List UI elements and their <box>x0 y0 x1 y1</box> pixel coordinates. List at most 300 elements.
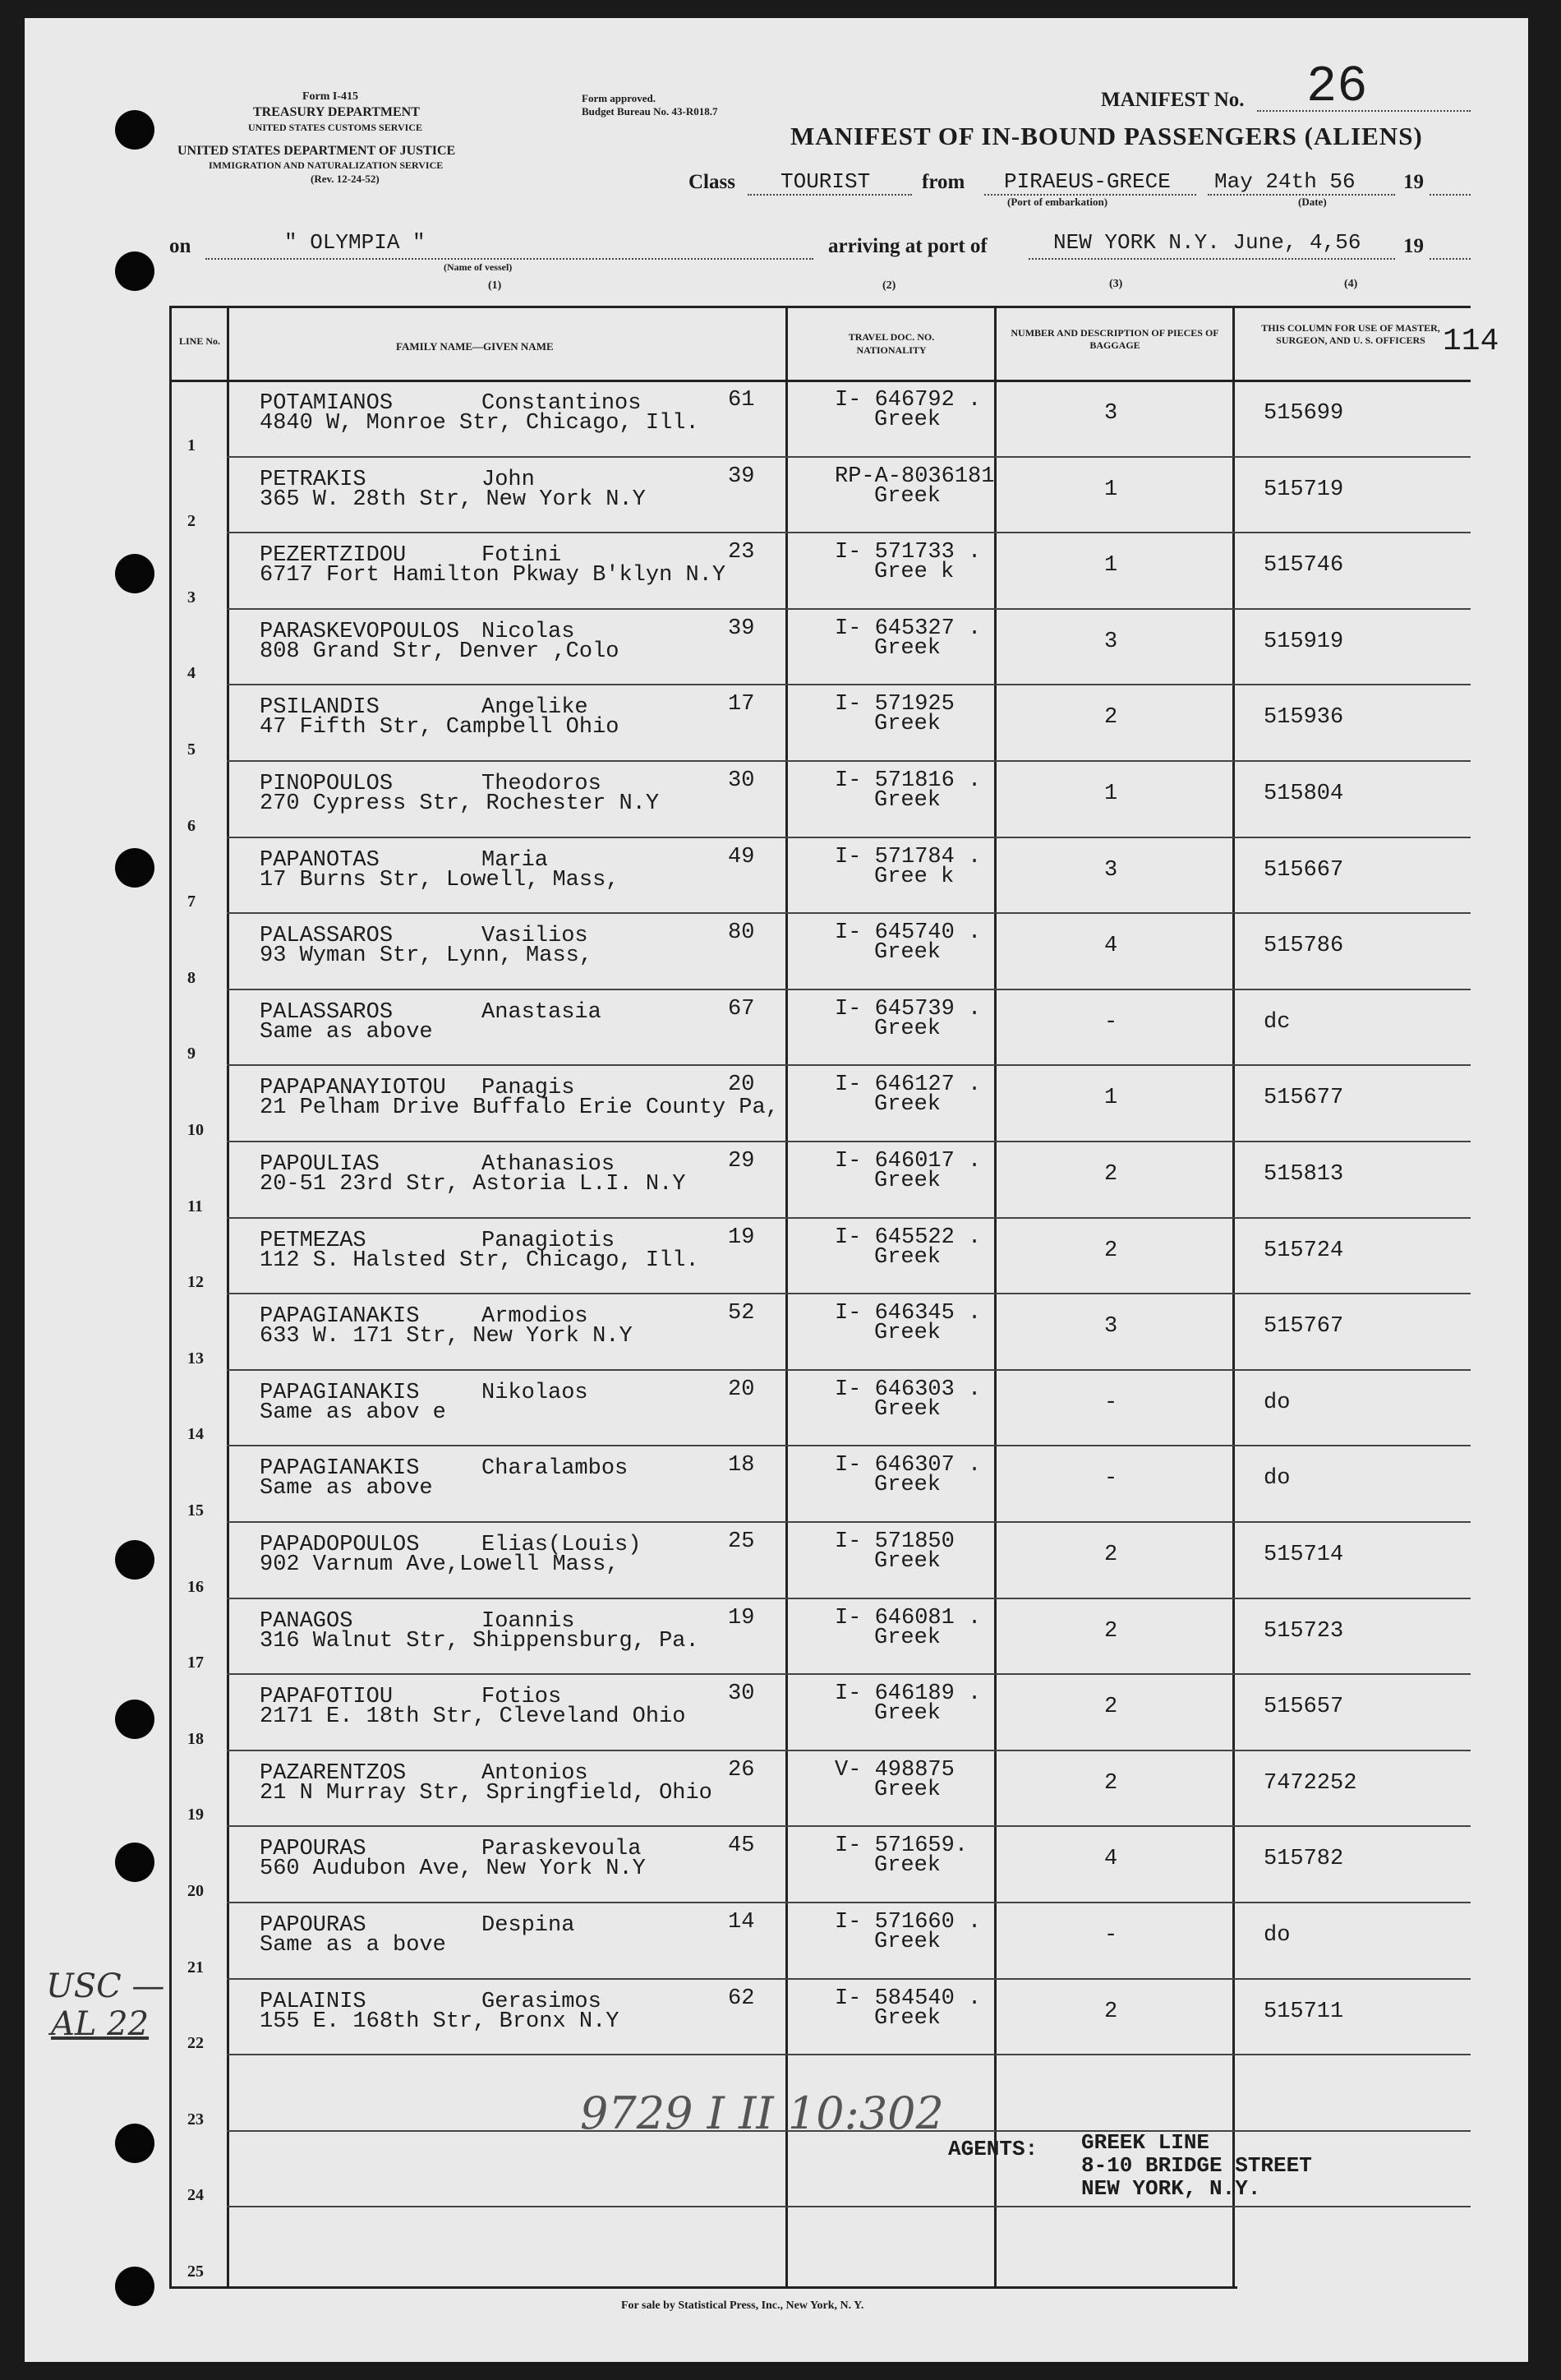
baggage-count: 2 <box>1104 1770 1118 1796</box>
row-rule <box>227 1902 1471 1903</box>
baggage-count: 3 <box>1104 629 1118 654</box>
travel-doc: I- 571925 <box>835 692 955 717</box>
family-name: PSILANDIS <box>260 695 380 721</box>
baggage-count: 1 <box>1104 553 1118 579</box>
officer-number: 515767 <box>1264 1314 1344 1340</box>
row-rule <box>227 760 1471 762</box>
table-row <box>230 1374 1510 1450</box>
family-name: PARASKEVOPOULOS <box>260 619 460 644</box>
table-row <box>230 1526 1510 1602</box>
travel-doc: I- 646792 . <box>835 388 982 413</box>
address: 808 Grand Str, Denver ,Colo <box>260 639 619 664</box>
baggage-count: 2 <box>1104 1238 1118 1263</box>
address: 47 Fifth Str, Campbell Ohio <box>260 715 619 740</box>
officer-number: 515677 <box>1264 1086 1344 1111</box>
family-name: PETRAKIS <box>260 467 366 492</box>
handwritten-code: 9729 I II 10:302 <box>580 2087 944 2139</box>
given-name: Athanasios <box>481 1152 615 1177</box>
nationality: Greek <box>874 1625 942 1650</box>
row-rule <box>227 2206 1471 2207</box>
given-name: Gerasimos <box>481 1989 601 2014</box>
family-name: PAPOULIAS <box>260 1152 380 1177</box>
table-row <box>230 613 1510 689</box>
officer-number: dc <box>1264 1009 1291 1035</box>
treasury-dept: TREASURY DEPARTMENT <box>253 105 420 119</box>
revision: (Rev. 12-24-52) <box>311 173 380 185</box>
age: 26 <box>728 1757 755 1783</box>
given-name: Panagis <box>481 1076 575 1101</box>
address: 21 Pelham Drive Buffalo Erie County Pa, <box>260 1095 779 1121</box>
table-row <box>230 689 1510 764</box>
nationality: Greek <box>874 1930 942 1954</box>
baggage-count: 2 <box>1104 1618 1118 1644</box>
baggage-count: - <box>1104 1466 1118 1492</box>
line-number: 6 <box>187 816 196 835</box>
officer-number: 515723 <box>1264 1618 1344 1644</box>
address: 155 E. 168th Str, Bronx N.Y <box>260 2009 619 2034</box>
nationality: Greek <box>874 1853 942 1879</box>
given-name: Charalambos <box>481 1456 629 1482</box>
ins-service: IMMIGRATION AND NATURALIZATION SERVICE <box>209 159 444 171</box>
given-name: Theodoros <box>481 772 601 796</box>
col-num-3: (3) <box>1109 278 1123 290</box>
baggage-count: 1 <box>1104 1086 1118 1111</box>
age: 30 <box>728 768 755 793</box>
line-number: 21 <box>187 1958 204 1976</box>
line-number: 24 <box>187 2186 204 2205</box>
family-name: PAPADOPOULOS <box>260 1533 420 1557</box>
age: 49 <box>728 844 755 869</box>
given-name: John <box>481 467 535 492</box>
officer-number: 515813 <box>1264 1162 1344 1187</box>
address: 6717 Fort Hamilton Pkway B'klyn N.Y <box>260 563 726 588</box>
travel-doc: I- 646081 . <box>835 1605 982 1630</box>
nationality: Greek <box>874 1244 942 1270</box>
nationality: Gree k <box>874 864 955 889</box>
line-number: 16 <box>187 1577 204 1596</box>
age: 80 <box>728 920 755 946</box>
punch-hole <box>115 848 154 888</box>
address: 560 Audubon Ave, New York N.Y <box>260 1856 646 1882</box>
from-value: PIRAEUS-GRECE <box>1004 169 1171 194</box>
punch-hole <box>115 110 154 150</box>
table-row <box>230 1983 1510 2059</box>
table-row <box>230 994 1510 1069</box>
table-row <box>230 842 1510 917</box>
date-value: May 24th 56 <box>1214 169 1356 194</box>
baggage-count: 3 <box>1104 1314 1118 1340</box>
family-name: PAPOURAS <box>260 1837 366 1862</box>
given-name: Anastasia <box>481 999 601 1025</box>
family-name: PAPANOTAS <box>260 847 380 873</box>
header-line-no: LINE No. <box>178 335 220 347</box>
address: 20-51 23rd Str, Astoria L.I. N.Y <box>260 1172 686 1197</box>
col-num-1: (1) <box>488 279 502 292</box>
manifest-title: MANIFEST OF IN-BOUND PASSENGERS (ALIENS) <box>790 122 1423 150</box>
form-number: Form I-415 <box>302 90 359 103</box>
given-name: Maria <box>481 847 549 873</box>
age: 30 <box>728 1681 755 1707</box>
nationality: Greek <box>874 1777 942 1802</box>
line-number: 22 <box>187 2034 204 2053</box>
punch-hole <box>115 251 154 291</box>
punch-hole <box>115 1843 154 1882</box>
line-number: 3 <box>187 588 196 607</box>
officer-number: 515804 <box>1264 782 1344 806</box>
given-name: Nicolas <box>481 619 575 644</box>
year-prefix: 19 <box>1403 171 1424 193</box>
travel-doc: I- 571659. <box>835 1833 969 1859</box>
vessel-label: (Name of vessel) <box>444 261 513 273</box>
travel-doc: I- 571850 <box>835 1529 955 1554</box>
nationality: Greek <box>874 408 942 432</box>
address: 633 W. 171 Str, New York N.Y <box>260 1324 633 1349</box>
row-rule <box>227 1521 1471 1523</box>
class-label: Class <box>688 171 735 193</box>
given-name: Antonios <box>481 1760 588 1786</box>
nationality: Greek <box>874 712 942 737</box>
age: 67 <box>728 996 755 1022</box>
row-rule <box>227 532 1471 533</box>
officer-number: 515719 <box>1264 477 1344 502</box>
age: 25 <box>728 1529 755 1554</box>
age: 19 <box>728 1225 755 1250</box>
row-rule <box>227 1064 1471 1066</box>
baggage-count: 2 <box>1104 1162 1118 1187</box>
year-line <box>1430 194 1471 196</box>
row-rule <box>227 1445 1471 1446</box>
line-number: 14 <box>187 1425 204 1444</box>
year-line-2 <box>1430 258 1471 260</box>
baggage-count: 2 <box>1104 1999 1118 2024</box>
line-number: 11 <box>187 1197 203 1215</box>
line-number: 7 <box>187 892 196 911</box>
margin-note-usc: USC — <box>46 1967 165 2005</box>
given-name: Elias(Louis) <box>481 1533 642 1557</box>
baggage-count: 4 <box>1104 934 1118 959</box>
class-value: TOURIST <box>780 169 871 194</box>
arrival-line <box>1029 258 1395 260</box>
travel-doc: I- 645740 . <box>835 920 982 946</box>
family-name: PAPAPANAYIOTOU <box>260 1076 446 1101</box>
travel-doc: I- 571660 . <box>835 1910 982 1935</box>
line-number: 10 <box>187 1121 204 1139</box>
officer-number: 515782 <box>1264 1847 1344 1872</box>
officer-number: 515714 <box>1264 1543 1344 1567</box>
row-rule <box>227 1217 1471 1219</box>
baggage-count: 2 <box>1104 705 1118 731</box>
header-officers: THIS COLUMN FOR USE OF MASTER, SURGEON, AND U. S. OFFICERS <box>1261 322 1440 346</box>
header-name: FAMILY NAME—GIVEN NAME <box>396 340 554 353</box>
baggage-count: - <box>1104 1923 1118 1948</box>
officer-number: 515936 <box>1264 705 1344 731</box>
line-number: 8 <box>187 968 196 987</box>
age: 19 <box>728 1605 755 1630</box>
given-name: Panagiotis <box>481 1228 615 1253</box>
baggage-count: 3 <box>1104 401 1118 426</box>
given-name: Ioannis <box>481 1608 575 1634</box>
officer-number: 515724 <box>1264 1238 1344 1263</box>
family-name: PALASSAROS <box>260 999 394 1025</box>
travel-doc: I- 646307 . <box>835 1453 982 1478</box>
officer-number: do <box>1264 1466 1291 1492</box>
manifest-number: 26 <box>1306 58 1368 116</box>
address: 21 N Murray Str, Springfield, Ohio <box>260 1780 712 1806</box>
vessel-line <box>205 258 813 260</box>
given-name: Fotios <box>481 1685 562 1710</box>
baggage-count: 1 <box>1104 782 1118 806</box>
travel-doc: I- 646189 . <box>835 1681 982 1707</box>
agents-line1: GREEK LINE <box>1081 2130 1210 2155</box>
line-number: 4 <box>187 664 196 683</box>
row-rule <box>227 684 1471 685</box>
officer-number: 515699 <box>1264 401 1344 426</box>
nationality: Gree k <box>874 560 955 585</box>
line-number: 5 <box>187 740 196 759</box>
baggage-count: - <box>1104 1009 1118 1035</box>
given-name: Constantinos <box>481 391 642 416</box>
baggage-count: 1 <box>1104 477 1118 502</box>
year-prefix-2: 19 <box>1403 235 1424 257</box>
vessel-value: " OLYMPIA " <box>284 230 426 255</box>
age: 20 <box>728 1072 755 1098</box>
nationality: Greek <box>874 483 942 509</box>
baggage-count: 2 <box>1104 1695 1118 1720</box>
travel-doc: I- 646345 . <box>835 1301 982 1326</box>
header-baggage: NUMBER AND DESCRIPTION OF PIECES OF BAGGAGE <box>1011 327 1219 351</box>
given-name: Nikolaos <box>481 1380 588 1405</box>
nationality: Greek <box>874 1016 942 1041</box>
address: Same as above <box>260 1019 433 1045</box>
table-row <box>230 1298 1510 1373</box>
arrival-value: NEW YORK N.Y. June, 4,56 <box>1053 230 1361 255</box>
address: 316 Walnut Str, Shippensburg, Pa. <box>260 1628 699 1654</box>
officer-number: do <box>1264 1923 1291 1948</box>
arriving-label: arriving at port of <box>828 235 988 257</box>
row-rule <box>227 1673 1471 1675</box>
age: 61 <box>728 388 755 413</box>
line-number: 23 <box>187 2110 204 2129</box>
line-number: 25 <box>187 2262 204 2281</box>
age: 14 <box>728 1910 755 1935</box>
justice-dept: UNITED STATES DEPARTMENT OF JUSTICE <box>177 144 456 158</box>
table-row <box>230 385 1510 460</box>
address: 112 S. Halsted Str, Chicago, Ill. <box>260 1248 699 1273</box>
table-row <box>230 1678 1510 1754</box>
table-row <box>230 1222 1510 1298</box>
address: Same as abov e <box>260 1400 446 1425</box>
address: 270 Cypress Str, Rochester N.Y <box>260 791 660 816</box>
row-rule <box>227 1369 1471 1371</box>
nationality: Greek <box>874 1549 942 1574</box>
table-row <box>230 1755 1510 1830</box>
travel-doc: I- 646127 . <box>835 1072 982 1098</box>
age: 62 <box>728 1986 755 2011</box>
family-name: PANAGOS <box>260 1608 353 1634</box>
row-rule <box>227 1598 1471 1599</box>
baggage-count: 4 <box>1104 1847 1118 1872</box>
row-rule <box>227 608 1471 610</box>
agents-line2: 8-10 BRIDGE STREET <box>1081 2153 1312 2178</box>
table-row <box>230 1069 1510 1145</box>
row-rule <box>227 837 1471 838</box>
age: 52 <box>728 1301 755 1326</box>
officers-note: 114 <box>1443 324 1499 359</box>
table-row <box>230 1603 1510 1678</box>
nationality: Greek <box>874 1701 942 1727</box>
table-row <box>230 537 1510 612</box>
address: 4840 W, Monroe Str, Chicago, Ill. <box>260 411 699 436</box>
family-name: PAPAGIANAKIS <box>260 1380 420 1405</box>
officer-number: do <box>1264 1390 1291 1415</box>
family-name: PAPAGIANAKIS <box>260 1456 420 1482</box>
officer-number: 515919 <box>1264 629 1344 654</box>
punch-hole <box>115 554 154 593</box>
port-embarkation-label: (Port of embarkation) <box>1007 196 1108 208</box>
given-name: Fotini <box>481 543 562 569</box>
footer-printer: For sale by Statistical Press, Inc., New York, N. Y. <box>621 2299 864 2312</box>
address: 93 Wyman Str, Lynn, Mass, <box>260 943 593 969</box>
officer-number: 7472252 <box>1264 1770 1357 1796</box>
family-name: PAPAFOTIOU <box>260 1685 394 1710</box>
row-rule <box>227 1978 1471 1980</box>
date-label: (Date) <box>1298 196 1327 208</box>
travel-doc: I- 571816 . <box>835 768 982 793</box>
travel-doc: I- 571784 . <box>835 844 982 869</box>
travel-doc: I- 584540 . <box>835 1986 982 2011</box>
address: 2171 E. 18th Str, Cleveland Ohio <box>260 1704 686 1730</box>
line-number: 19 <box>187 1806 204 1824</box>
form-approved: Form approved. <box>582 92 656 104</box>
officer-number: 515746 <box>1264 553 1344 579</box>
row-rule <box>227 2054 1471 2055</box>
margin-note-al: AL 22 <box>51 2005 150 2043</box>
travel-doc: I- 645327 . <box>835 616 982 641</box>
age: 18 <box>728 1453 755 1478</box>
family-name: PAPAGIANAKIS <box>260 1304 420 1330</box>
nationality: Greek <box>874 940 942 966</box>
address: 365 W. 28th Str, New York N.Y <box>260 487 646 512</box>
table-row <box>230 461 1510 537</box>
nationality: Greek <box>874 1396 942 1422</box>
travel-doc: I- 646017 . <box>835 1149 982 1174</box>
line-number: 17 <box>187 1654 204 1672</box>
nationality: Greek <box>874 2005 942 2031</box>
punch-hole <box>115 1540 154 1580</box>
line-number: 9 <box>187 1045 196 1063</box>
nationality: Greek <box>874 1092 942 1118</box>
given-name: Despina <box>481 1913 575 1938</box>
age: 39 <box>728 616 755 641</box>
punch-hole <box>115 1700 154 1739</box>
nationality: Greek <box>874 788 942 813</box>
officer-number: 515786 <box>1264 934 1344 959</box>
table-row <box>230 1830 1510 1906</box>
agents-label: AGENTS: <box>948 2137 1038 2161</box>
manifest-label: MANIFEST No. <box>1101 89 1245 111</box>
baggage-count: 2 <box>1104 1543 1118 1567</box>
table-row <box>230 917 1510 993</box>
nationality: Greek <box>874 635 942 661</box>
line-number: 12 <box>187 1273 204 1292</box>
address: Same as a bove <box>260 1933 446 1958</box>
line-number: 13 <box>187 1349 204 1368</box>
officer-number: 515711 <box>1264 1999 1344 2024</box>
baggage-count: - <box>1104 1390 1118 1415</box>
line-number: 2 <box>187 512 196 531</box>
table-row <box>230 1146 1510 1221</box>
line-number: 20 <box>187 1882 204 1900</box>
col-num-2: (2) <box>882 279 896 292</box>
family-name: PEZERTZIDOU <box>260 543 407 569</box>
family-name: PETMEZAS <box>260 1228 366 1253</box>
on-label: on <box>169 235 191 257</box>
col-num-4: (4) <box>1344 278 1358 290</box>
age: 20 <box>728 1377 755 1402</box>
nationality: Greek <box>874 1321 942 1346</box>
address: Same as above <box>260 1476 433 1501</box>
age: 23 <box>728 540 755 565</box>
line-number: 1 <box>187 436 196 454</box>
travel-doc: V- 498875 <box>835 1757 955 1783</box>
family-name: PINOPOULOS <box>260 772 394 796</box>
nationality: Greek <box>874 1473 942 1498</box>
line-number: 15 <box>187 1501 204 1520</box>
class-line <box>748 194 912 196</box>
family-name: PAZARENTZOS <box>260 1760 407 1786</box>
given-name: Vasilios <box>481 924 588 949</box>
age: 39 <box>728 464 755 489</box>
travel-doc: RP-A-8036181 <box>835 464 995 489</box>
travel-doc: I- 646303 . <box>835 1377 982 1402</box>
nationality: Greek <box>874 1169 942 1193</box>
row-rule <box>227 1750 1471 1751</box>
family-name: PALASSAROS <box>260 924 394 949</box>
budget-bureau: Budget Bureau No. 43-R018.7 <box>582 105 718 118</box>
age: 45 <box>728 1833 755 1859</box>
row-rule <box>227 456 1471 458</box>
travel-doc: I- 571733 . <box>835 540 982 565</box>
row-rule <box>227 989 1471 990</box>
age: 29 <box>728 1149 755 1174</box>
family-name: POTAMIANOS <box>260 391 394 416</box>
given-name: Paraskevoula <box>481 1837 642 1862</box>
from-label: from <box>922 171 965 193</box>
baggage-count: 3 <box>1104 857 1118 883</box>
family-name: PAPOURAS <box>260 1913 366 1938</box>
punch-hole <box>115 2124 154 2163</box>
row-rule <box>227 1293 1471 1294</box>
table-row <box>230 1907 1510 1982</box>
table-row <box>230 1450 1510 1525</box>
row-rule <box>227 1141 1471 1142</box>
address: 902 Varnum Ave,Lowell Mass, <box>260 1552 619 1577</box>
given-name: Angelike <box>481 695 588 721</box>
family-name: PALAINIS <box>260 1989 366 2014</box>
row-rule <box>227 912 1471 914</box>
line-number: 18 <box>187 1729 204 1748</box>
customs-service: UNITED STATES CUSTOMS SERVICE <box>248 122 422 133</box>
address: 17 Burns Str, Lowell, Mass, <box>260 867 619 892</box>
punch-hole <box>115 2267 154 2306</box>
table-row <box>230 765 1510 841</box>
row-rule <box>227 1825 1471 1827</box>
header-doc: TRAVEL DOC. NO. NATIONALITY <box>848 331 935 356</box>
officer-number: 515667 <box>1264 857 1344 883</box>
travel-doc: I- 645739 . <box>835 996 982 1022</box>
given-name: Armodios <box>481 1304 588 1330</box>
officer-number: 515657 <box>1264 1695 1344 1720</box>
